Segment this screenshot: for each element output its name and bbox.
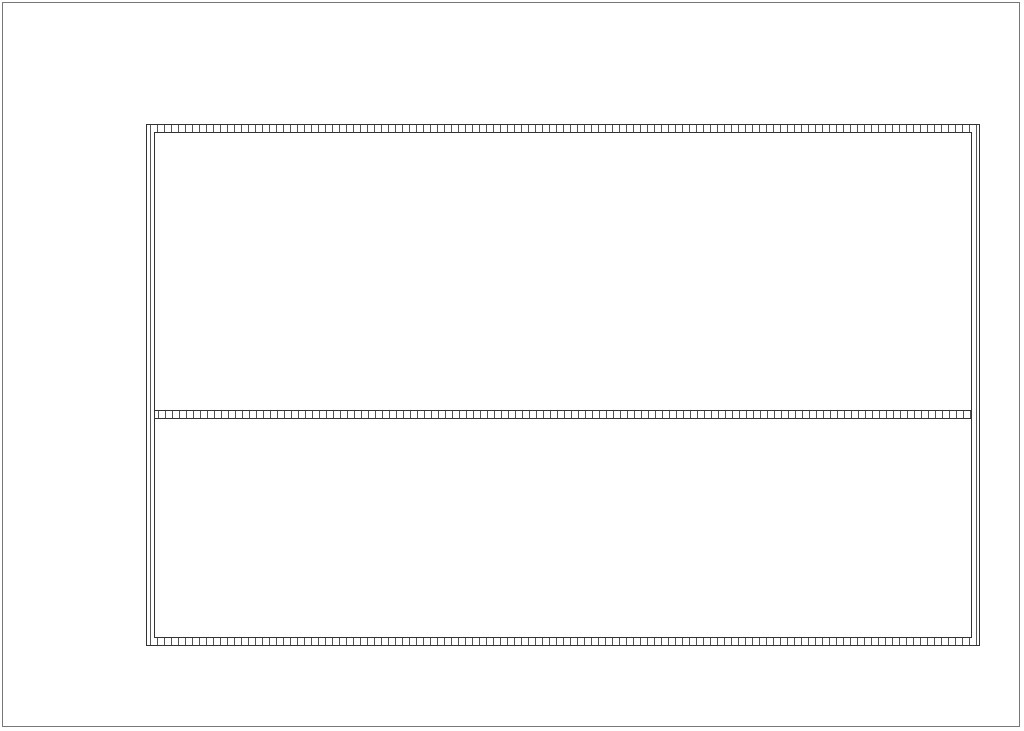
equation-block — [155, 133, 971, 410]
puzzle-border — [146, 124, 980, 646]
puzzle-area — [154, 132, 972, 638]
answer-block — [155, 419, 971, 637]
block-divider — [155, 410, 971, 419]
